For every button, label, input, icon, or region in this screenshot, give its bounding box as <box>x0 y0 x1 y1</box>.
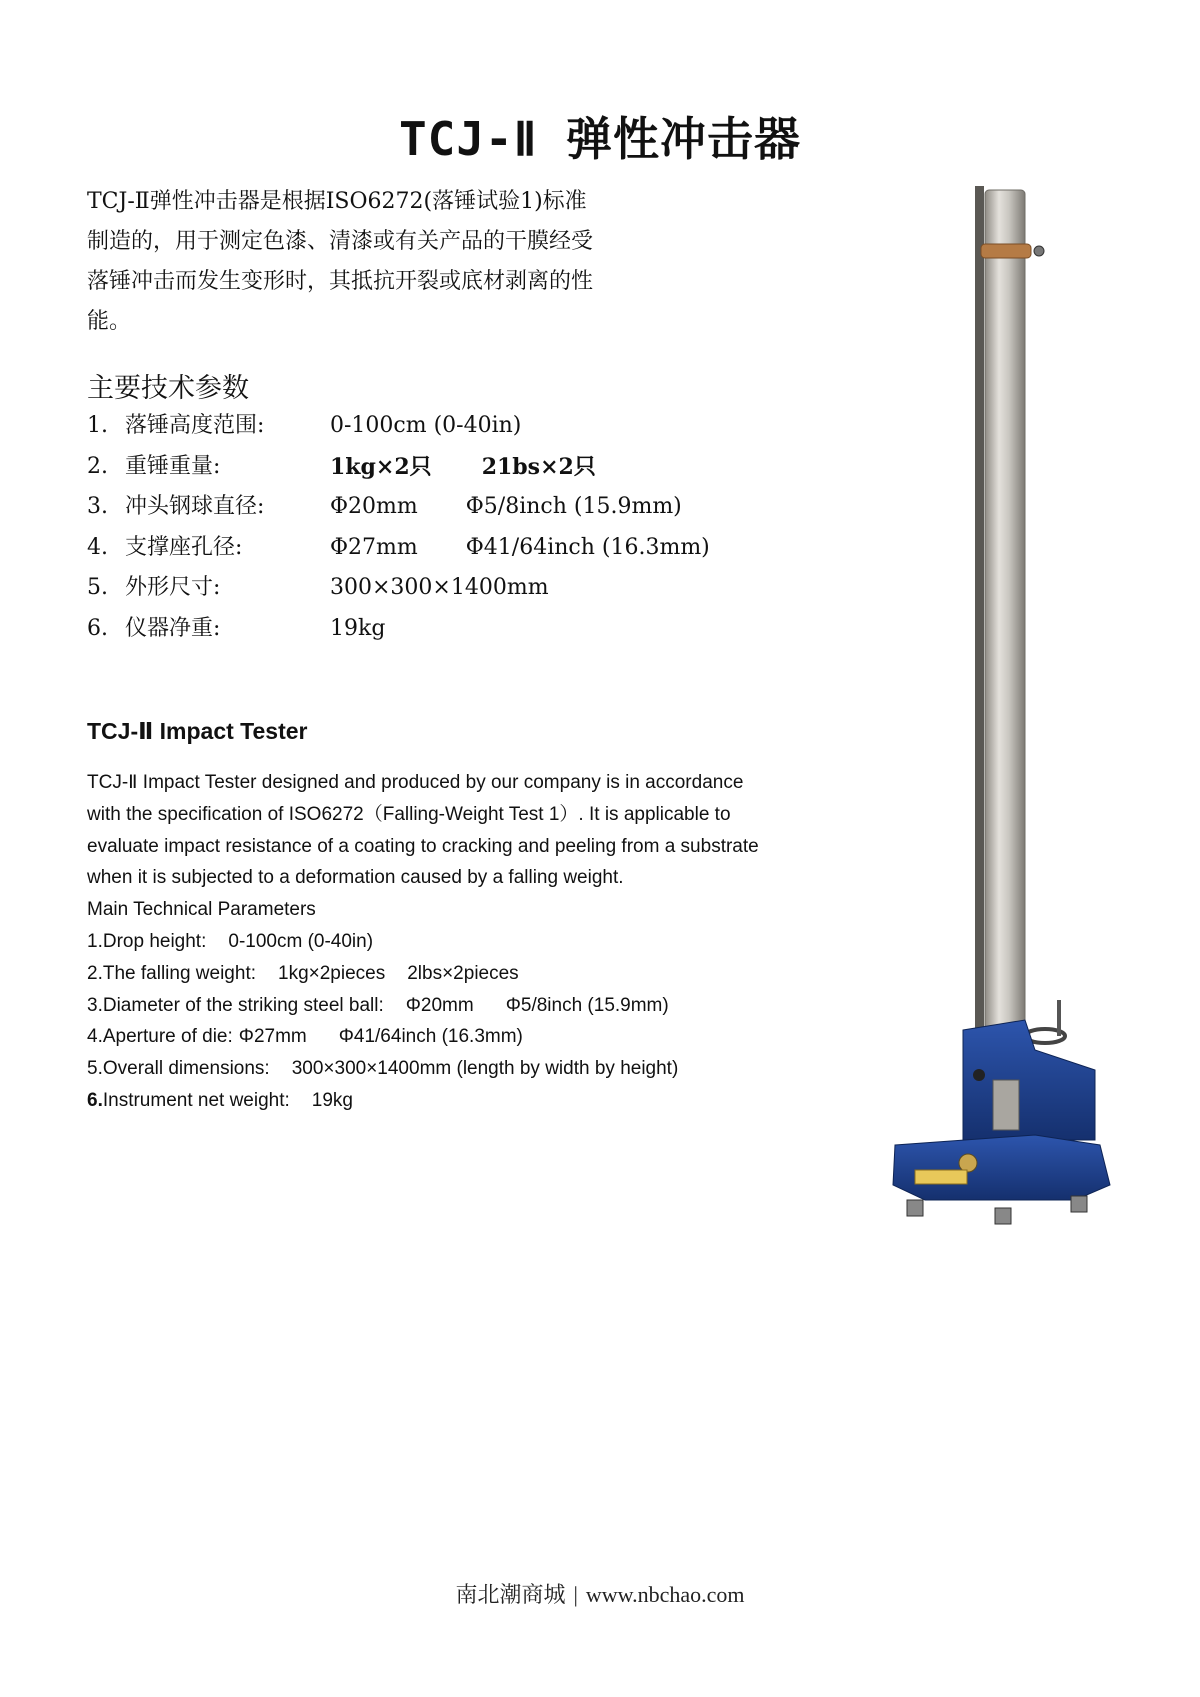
cn-params-list <box>87 406 787 649</box>
foot <box>1071 1196 1087 1212</box>
cn-param-label: 外形尺寸: <box>125 575 221 600</box>
cn-param-row <box>87 528 787 569</box>
cn-param-row <box>87 406 787 447</box>
footer-separator: | <box>573 1582 578 1607</box>
cn-param-number: 6. <box>87 615 108 641</box>
cn-param-value-alt: 21bs×2只 <box>481 453 596 480</box>
impact-tester-photo <box>885 180 1130 1270</box>
cn-param-label: 落锤高度范围: <box>125 413 265 438</box>
handle-lever <box>1057 1000 1061 1036</box>
guide-rail <box>975 186 984 1046</box>
en-param-value: 0-100cm (0-40in) <box>228 930 374 952</box>
en-param-label: Drop height: <box>102 930 207 952</box>
en-param-row <box>87 1021 837 1053</box>
en-param-value: 1kg×2pieces <box>278 962 386 984</box>
en-param-row <box>87 926 837 958</box>
cn-param-number: 5. <box>87 575 108 600</box>
en-param-number: 4. <box>87 1026 103 1048</box>
en-param-value-alt: 2lbs×2pieces <box>407 962 519 984</box>
cn-param-number: 2. <box>87 453 108 479</box>
footer <box>0 1578 1200 1609</box>
en-param-number: 3. <box>87 994 103 1016</box>
cn-param-label: 仪器净重: <box>125 615 221 641</box>
striking-head <box>993 1080 1019 1130</box>
cn-param-row <box>87 609 787 650</box>
cn-param-label: 重锤重量: <box>125 453 221 479</box>
cn-param-value: 0-100cm (0-40in) <box>330 413 522 438</box>
frame-bolt <box>973 1069 985 1081</box>
cn-param-value-alt: Φ5/8inch (15.9mm) <box>465 494 682 519</box>
cn-param-value: Φ27mm <box>330 534 418 560</box>
en-intro-line: TCJ-Ⅱ Impact Tester designed and produced by our company is in accordance <box>87 772 744 793</box>
en-param-label: Instrument net weight: <box>102 1089 290 1111</box>
cn-param-label: 冲头钢球直径: <box>125 494 265 519</box>
cn-param-value: Φ20mm <box>330 494 418 519</box>
en-param-label: The falling weight: <box>102 962 257 984</box>
page-title: TCJ-Ⅱ 弹性冲击器 <box>398 111 802 166</box>
en-intro-line: when it is subjected to a deformation caused by a falling weight. <box>87 867 624 889</box>
en-param-label: Aperture of die: <box>102 1026 233 1048</box>
en-param-label: Overall dimensions: <box>102 1058 270 1080</box>
foot <box>907 1200 923 1216</box>
foot <box>995 1208 1011 1224</box>
cn-param-value: 1kg×2只 <box>330 453 432 480</box>
cn-params-heading: 主要技术参数 <box>87 373 249 404</box>
cn-param-value: 300×300×1400mm <box>330 575 549 600</box>
en-param-row <box>87 1085 837 1117</box>
cn-param-number: 3. <box>87 494 108 519</box>
en-text-block <box>87 767 837 1117</box>
cn-param-value: 19kg <box>330 615 386 641</box>
footer-site-name: 南北潮商城 <box>455 1582 566 1607</box>
en-param-number: 1. <box>87 930 103 952</box>
en-param-value-alt: Φ41/64inch (16.3mm) <box>338 1026 523 1048</box>
en-param-number: 5. <box>87 1058 103 1080</box>
en-param-row <box>87 958 837 990</box>
die-hole <box>959 1154 977 1172</box>
nameplate <box>915 1170 967 1184</box>
cn-param-row <box>87 568 787 609</box>
cn-param-row <box>87 487 787 528</box>
en-param-value: 300×300×1400mm (length by width by height) <box>291 1058 679 1080</box>
height-clamp <box>981 244 1031 258</box>
drop-tube <box>985 190 1025 1070</box>
en-param-value: 19kg <box>311 1089 353 1111</box>
cn-param-value-alt: Φ41/64inch (16.3mm) <box>465 534 710 560</box>
base-plate <box>893 1135 1110 1200</box>
en-param-row <box>87 1053 837 1085</box>
cn-param-label: 支撑座孔径: <box>125 534 243 560</box>
en-param-number: 6. <box>87 1089 103 1111</box>
cn-intro-paragraph: TCJ-Ⅱ弹性冲击器是根据ISO6272(落锤试验1)标准制造的，用于测定色漆、清漆或有关产品的干膜经受落锤冲击而发生变形时，其抵抗开裂或底材剥离的性能。 <box>87 189 594 334</box>
en-intro-line: with the specification of ISO6272（Falling-Weight Test 1）. It is applicable to <box>87 803 731 825</box>
clamp-screw <box>1034 246 1044 256</box>
en-params-heading: Main Technical Parameters <box>87 899 316 921</box>
en-param-row <box>87 990 837 1022</box>
en-param-value: Φ20mm <box>405 994 474 1016</box>
en-param-number: 2. <box>87 962 103 984</box>
en-param-value-alt: Φ5/8inch (15.9mm) <box>505 994 669 1016</box>
cn-param-number: 1. <box>87 413 108 438</box>
en-intro-line: evaluate impact resistance of a coating to cracking and peeling from a substrate <box>87 835 759 857</box>
en-heading: TCJ-Ⅱ Impact Tester <box>87 718 308 744</box>
cn-param-number: 4. <box>87 534 108 560</box>
en-param-label: Diameter of the striking steel ball: <box>102 994 384 1016</box>
en-param-value: Φ27mm <box>238 1026 307 1048</box>
support-frame <box>963 1020 1095 1140</box>
cn-param-row <box>87 447 787 488</box>
footer-url[interactable]: www.nbchao.com <box>585 1582 745 1607</box>
